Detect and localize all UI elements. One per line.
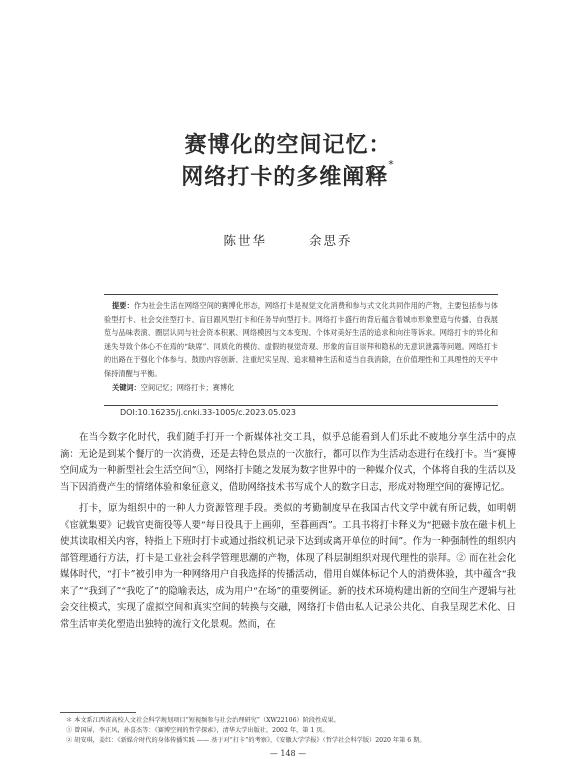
authors	[0, 231, 576, 249]
keywords-text: 空间记忆；网络打卡；赛博化	[140, 383, 235, 392]
doi: DOI:10.16235/j.cnki.33-1005/c.2023.05.023	[120, 408, 296, 417]
title-line-2: 网络打卡的多维阐释*	[181, 158, 395, 190]
abstract-label: 提要：	[112, 301, 134, 310]
author-2: 余思乔	[308, 233, 353, 248]
footnote-3: ② 胡安琪，姜红：《新媒介时代的身体传播实践 —— 基于对“打卡”的考察》，《安徽大学学报》（哲学社会科学版）2020 年第 6 期。	[66, 737, 426, 744]
author-1: 陈世华	[223, 233, 267, 248]
footnotes	[66, 716, 516, 746]
page-number: — 148 —	[269, 749, 307, 758]
footnote-2: ① 曾国屏，李正风，孙喜杰等：《赛博空间的哲学探索》，清华大学出版社，2002 年，第 1 页。	[66, 727, 329, 734]
keywords	[104, 381, 498, 395]
paragraph-1: 在当今数字化时代，我们随手打开一个新媒体社交工具，似乎总能看到人们乐此不疲地分享生活中的点滴：无论是到某个餐厅的一次消费，还是去特色景点的一次旅行，都可以作为生活动态进行在线打卡。当“赛博空间成为一种新型社会生活空间”①，网络打卡随之发展为数字世界中的一种媒介仪式，个体将自我的生活以及当下因消费产生的情绪体验和象征意义，借助网络技术书写成个人的数字日志，形成对物理空间的赛博记忆。	[60, 432, 516, 493]
abstract-box	[104, 294, 498, 406]
keywords-label: 关键词：	[112, 383, 141, 392]
title-footnote-mark: *	[388, 158, 395, 171]
abstract-text: 作为社会生活在网络空间的赛博化形态，网络打卡是视觉文化消费和参与式文化共同作用的产物，主要包括参与体验型打卡、社会交往型打卡、盲目跟风型打卡和任务导向型打卡。网络打卡盛行的背后蕴含着城市形象塑造与传播、自我展览与品味表演、圈层认同与社会资本积累、网络模因与文本变现、个体对美好生活的追求和向往等诉求。网络打卡的异化和迷失导致个体心不在焉的“缺席”、同质化的模仿、虚假的视觉奇观、形象的盲目崇拜和隐私的无意识泄露等问题。网络打卡的出路在于强化个体参与、鼓励内容创新、注重纪实呈现、追求精神生活和适当自我消除，在价值理性和工具理性的天平中保持清醒与平衡。	[104, 301, 498, 378]
body-text	[60, 430, 516, 638]
paragraph-2: 打卡，原为组织中的一种人力资源管理手段。类似的考勤制度早在我国古代文学中就有所记载，如明朝《宦就集要》记载官吏衙役等人要“每日役具于上画卯，至暮画酉”。工具书将打卡释义为“把磁卡放在磁卡机上使其读取相关内容，特指上下班时打卡或通过指纹机记录下达到或离开单位的时间”。作为一种强制性的组织内部管理通行方法，打卡是工业社会科学管理思潮的产物，体现了科层制组织对现代理性的崇拜。② 而在社会化媒体时代，“打卡”被引申为一种网络用户自我选择的传播活动，借用自媒体标记个人的消费体验，其中蕴含“我来了”“我到了”“我吃了”的隐喻表达，成为用户“在场”的重要例证。新的技术环境构建出新的空间生产逻辑与社会交往模式，实现了虚拟空间和真实空间的转换与交融，网络打卡借由私人记录公共化、自我呈现艺术化、日常生活审美化塑造出独特的流行文化景观。然而，在	[60, 503, 516, 630]
abstract	[104, 299, 498, 380]
footnote-rule	[60, 712, 136, 713]
title-line-1: 赛博化的空间记忆：	[184, 133, 392, 158]
footnote-1: ＊ 本文系江西省高校人文社会科学规划项目“短视频参与社会治理研究”（XW22106）阶段性成果。	[66, 717, 340, 724]
